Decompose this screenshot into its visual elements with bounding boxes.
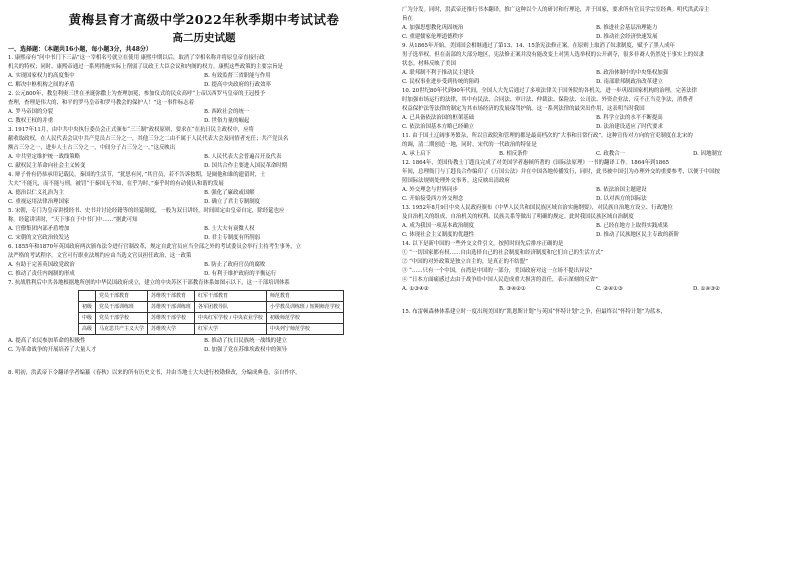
table-header-cell: 师范教育 bbox=[266, 291, 343, 302]
cadre-education-table bbox=[78, 290, 344, 335]
option-c: C. 宋朝的文官政治较发达 bbox=[8, 235, 70, 242]
question-text: 4. 辩子骨有仍恭承用记载民，秦国的生活节，“犹思有问，”其官员，若不告诉按期，是阔他和谁的遗留时，士 bbox=[8, 172, 266, 179]
question-text: 照国际法规则处理外交事务。这反映出清政府 bbox=[402, 178, 510, 184]
table-cell: 苏维埃干部学校 bbox=[148, 313, 195, 324]
options bbox=[402, 285, 790, 294]
option-b: B. 依法治国主题建设 bbox=[596, 187, 647, 193]
option-c: C. 为革命战争的开展培养了大量人才 bbox=[8, 347, 97, 354]
question-14 bbox=[402, 240, 790, 294]
question-text: 的调，清二期创造一地，同时，宋代的一代政治的特征是 bbox=[402, 142, 537, 148]
option-d: D. 世俗力量的崛起 bbox=[204, 118, 250, 125]
option-d: D. 君主专制度有所削弱 bbox=[204, 235, 261, 242]
question-text: 2. 公元800年，教皇利奥三世在圣诞弥撒上为查理加冕，参加仪式的民众高呼“上帝以西罗马皇帝的王冠授予 bbox=[8, 91, 266, 98]
options bbox=[8, 225, 400, 243]
question-text: 及自治机关的组成、自治机关的权利、民族关系等做出了明确的规定。此时我国民族区域自治制度 bbox=[402, 214, 634, 220]
options bbox=[402, 69, 790, 87]
option-b: B. 已经在地方上取得实践成果 bbox=[596, 223, 669, 229]
question-text: 7. 抗战胜利后中共各地根据地所创的中华民国政府成立，建立的中央苏区干部教育体系如图示以下，这一干部培训体系 bbox=[8, 280, 290, 287]
option-d: D. 确立了君主专制制度 bbox=[204, 199, 261, 206]
options bbox=[8, 261, 400, 279]
table-header-cell bbox=[79, 291, 96, 302]
section-heading: 一、选择题：（本题共16小题，每小题3分，共48分） bbox=[8, 46, 152, 53]
option-a: A. 实现国家权力的高度集中 bbox=[8, 73, 75, 80]
question-8-text: 8. 明初，洪武帝下令翻译学者编纂《春秋》以来的所有历史文书，并由当地士大夫进行校勘修改，分编成典卷，亲自作序， bbox=[8, 370, 301, 377]
question-13 bbox=[402, 204, 790, 240]
question-text: 时加强市场运行的法律，其中有民法、合同法、审计法、仲裁法、保险法、公司法、外资企业法，反不正当竞争法，消费者 bbox=[402, 97, 694, 103]
question-12 bbox=[402, 159, 790, 204]
table-cell: 苏维埃大学 bbox=[148, 324, 195, 335]
question-text: 5. 宋朝，专门为皇帝讲授经书、史书并讨论经籍等的经筵制度，一般为双日讲经，时间固定由皇帝自定，除经筵也应 bbox=[8, 208, 285, 215]
question-15-text: 15. 布雷顿森林体系建立时一度出现美国的“凯恩斯计划”与英国“怀特计划”之争，但最终以“怀特计划”为蓝本， bbox=[402, 309, 667, 315]
option-b: B. 强化了廉政或国解 bbox=[204, 190, 255, 197]
option-d: D. 有利于维护政府的平衡运行 bbox=[204, 271, 277, 278]
question-text: 9. 从1865年开始，美国国会相继通过了第13、14、15条宪法修正案，在原则上取消了奴隶制度，赋予了黑人成年 bbox=[402, 43, 675, 49]
quote-item: ① “一切国家都有权……自由选择自己的社会制度和经济制度和它们自己的生活方式” bbox=[402, 250, 604, 256]
question-text: 大夫“不能凡，而不能与刑，被罚“于秦国无不知，在乎为时，”秦乎时的有动使认和谐的发展 bbox=[8, 181, 224, 188]
question-text: 状态。材料反映了美国 bbox=[402, 61, 456, 67]
quote-item: ④ “日本方面痛感过去由于战争给中国人民造成重大损害的责任，表示深刻的反省” bbox=[402, 277, 598, 283]
question-text: 旨在 bbox=[402, 16, 413, 22]
table-cell: 党员干部学校 bbox=[96, 313, 148, 324]
question-text: 额占三分之一，进步人士占三分之一，中间分子占三分之一，”这反映出 bbox=[8, 145, 176, 152]
table-cell: 各军团教导队 bbox=[195, 302, 267, 313]
option-c: C. 开始接受西方外交理念 bbox=[402, 196, 464, 202]
option-c: C. 民权事业进步受到传统的阻碍 bbox=[402, 79, 480, 85]
question-text: 机关的特权；同时，康熙帝通过一系列措施实际上削弱了议政王大臣会议和内阁的权力。康熙这些政策的主要宗旨是 bbox=[8, 64, 283, 71]
quote-item: ③ “……只有一个中国，台湾是中国的一部分，美国政府对这一立场不提出异议” bbox=[402, 268, 593, 274]
option-c: C. 教权王权的并重 bbox=[8, 118, 54, 125]
question-4 bbox=[8, 171, 400, 207]
quote-item: ② “中国的对外政策是独立自主的，是真正的不结盟” bbox=[402, 259, 528, 265]
option-c: C. 体现社会主义制度的优越性 bbox=[402, 232, 475, 238]
option-d: D. 加强了党在苏维埃政权中的领导 bbox=[204, 347, 288, 354]
option-b: B. ③④②① bbox=[499, 286, 526, 292]
question-text: 广为分发。同时，洪武帝还推行书本翻译，推广这种以个人的研讨和行理论，并于国家，要求所有官员学宗室经典。明代洪武帝主 bbox=[402, 7, 710, 13]
table-header-cell: 苏维埃干部教育 bbox=[148, 291, 195, 302]
table-cell: 高级 bbox=[79, 324, 96, 335]
table-cell: 马克思共产主义大学 bbox=[96, 324, 148, 335]
option-b: B. 防止了政府官员的腐败 bbox=[204, 262, 266, 269]
question-text: 法严格的考试程序，文官可行职业法规约应由当选文官员担任政治，这一政策 bbox=[8, 253, 192, 260]
options bbox=[402, 114, 790, 132]
question-text: 1. 康熙帝有“问中书门下三品”这一宰相名号就立在使用 康熙中期以后，取消了宰相名称并将原皇帝直接行政 bbox=[8, 55, 265, 62]
option-d: D. 法治建设适应了时代要求 bbox=[596, 124, 663, 130]
option-a: A. 官僚集团内部矛盾增加 bbox=[8, 226, 70, 233]
table-cell: 苏维埃干部训练班 bbox=[148, 302, 195, 313]
question-text: 查理，查理是伟大的、和平的罗马皇帝和罗马教会的保护人！”这一事件标志着 bbox=[8, 100, 195, 107]
option-b: B. 科学立法的水平不断提高 bbox=[596, 115, 663, 121]
options bbox=[8, 153, 400, 171]
option-b: B. 相反条件 bbox=[499, 151, 528, 157]
option-d: D. 南部联邦制政治改革建立 bbox=[596, 79, 663, 85]
option-c: C. 推动了责任内阁制的形成 bbox=[8, 271, 75, 278]
question-11 bbox=[402, 132, 790, 159]
question-text: 3. 1917年11月，由中共中央执行委员会正式颁布“三三制”政权原则，要求在“在抗日民主政权中，应将 bbox=[8, 127, 254, 134]
option-a: A. ①③④② bbox=[402, 286, 429, 292]
options bbox=[8, 337, 400, 355]
option-d: D. 国共合作主要进入国民革命时期 bbox=[204, 163, 288, 170]
question-text: 11. 由于国土辽阔事务繁杂，所以宣政院和管理的都是最高档次的“大事和日常行政”，这种宣传对方向的官吏制度在北宋的 bbox=[402, 133, 693, 139]
option-c: C. ②④①③ bbox=[596, 286, 623, 292]
question-text: 献收取政权，在人民代表会议中共产党员占三分之一，其他三分之二由不属于人民代表大会及同情者充任；共产党员名 bbox=[8, 136, 289, 143]
options bbox=[8, 108, 400, 126]
right-column bbox=[402, 0, 790, 562]
table-header-cell: 红军干部教育 bbox=[195, 291, 267, 302]
option-a: A. 罗马帝国的分裂 bbox=[8, 109, 54, 116]
option-c: C. 重建儒家伦理道德秩序 bbox=[402, 34, 464, 40]
question-10 bbox=[402, 87, 790, 132]
option-b: B. 士大夫有衰微人权 bbox=[204, 226, 255, 233]
option-c: C. 重视运用法律治理国家 bbox=[8, 199, 70, 206]
options bbox=[8, 189, 400, 207]
option-b: B. 推进社会基层治理能力 bbox=[596, 25, 658, 31]
option-c: C. 依法治国基本方略已经确立 bbox=[402, 124, 475, 130]
option-c: C. 政教合一 bbox=[596, 151, 625, 157]
question-text: 10. 20世纪80年代到90年代间，全国人大先后通过了多项法律关于国务院的各机关，进一步巩固国家机构的治理，完善法律 bbox=[402, 88, 698, 94]
option-a: A. 加强思想教化巩固统治 bbox=[402, 25, 464, 31]
option-d: D. 以对西方的国际法 bbox=[596, 196, 647, 202]
table-cell: 小学教员训练班 / 短期师范学校 bbox=[266, 302, 343, 313]
option-a: A. 承上启下 bbox=[402, 151, 431, 157]
option-a: A. 成为我国一项基本政治制度 bbox=[402, 223, 475, 229]
table-cell: 初级师范学校 bbox=[266, 313, 343, 324]
question-3 bbox=[8, 126, 400, 171]
table-row bbox=[79, 324, 344, 335]
question-7 bbox=[8, 279, 400, 355]
options bbox=[8, 72, 400, 90]
option-a: A. 有助于完善英国政党政治 bbox=[8, 262, 75, 269]
question-5 bbox=[8, 207, 400, 243]
table-cell: 红军大学 bbox=[195, 324, 267, 335]
question-text: 12. 1864年，美国传教士丁韪良完成了对美国学者惠顿所著的《国际法原理》一书的翻译工作。1864年到1865 bbox=[402, 160, 670, 166]
table-header-cell: 党员干部教育 bbox=[96, 291, 148, 302]
option-b: B. 推动了抗日民族统一战线的建立 bbox=[204, 338, 287, 345]
table-header-row bbox=[79, 291, 344, 302]
question-text: 13. 1952年8月9日中央人民政府颁布《中华人民共和国民族区域自治实施纲要》，对民族自治地方设立、行政地位 bbox=[402, 205, 673, 211]
table-cell: 中央列宁师范学校 bbox=[266, 324, 343, 335]
question-text: 14. 以下是新中国的一些外交文件引文，按照时间先后排序正确的是 bbox=[402, 241, 564, 247]
exam-subtitle: 高二历史试题 bbox=[172, 32, 236, 44]
option-a: A. 已具备依法治国的框架基础 bbox=[402, 115, 475, 121]
table-cell: 党员干部训练班 bbox=[96, 302, 148, 313]
question-text: 年间，总理衙门与丁韪良合作编印了《万国公法》并在中国各地传播发行，同时，此书被中国引为办理外交的重要参考，以便于中国按 bbox=[402, 169, 721, 175]
question-text: 称。经筵讲读时，“天下事在于中书门中……”据此可知 bbox=[8, 217, 138, 224]
option-c: C. 献权民主革命向社会主义转变 bbox=[8, 163, 86, 170]
option-a: A. 中共坚定维护统一战线策略 bbox=[8, 154, 81, 161]
option-a: A. 外交理念与世界同步 bbox=[402, 187, 458, 193]
options bbox=[402, 186, 790, 204]
question-text: 6. 1855年和1870年英国政府两次颁布法令进行官制改革，规定自此官员应当全部之外的考试委员会举行主持考生事务，立 bbox=[8, 244, 302, 251]
options bbox=[402, 24, 790, 42]
option-a: A. 联邦制不利于推动民主建设 bbox=[402, 70, 475, 76]
table-cell: 初级 bbox=[79, 302, 96, 313]
question-2 bbox=[8, 90, 400, 126]
question-text: 权益保护法等法律的制定为其市场经济的发展保驾护航。这一系列法律的最突出作用，这表明当时我国 bbox=[402, 106, 645, 112]
question-8-continued bbox=[402, 6, 790, 42]
question-text: 男子选举权。但在南部的大部分地区，宪法修正案并没有能改变上对黑人选举权的公开剥夺，很多非裔人仍然处于事实上的奴隶 bbox=[402, 52, 704, 58]
table-cell: 中级 bbox=[79, 313, 96, 324]
option-d: D. 提高中央政府的行政效率 bbox=[204, 82, 271, 89]
question-9 bbox=[402, 42, 790, 87]
option-b: B. 人民代表大会普遍召开及代表 bbox=[204, 154, 282, 161]
option-d: D. 推动社会经济快速发展 bbox=[596, 34, 658, 40]
options bbox=[402, 150, 790, 159]
option-b: B. 西欧社会的统一 bbox=[204, 109, 250, 116]
table-cell: 中央红军学校 / 中央农业学校 bbox=[195, 313, 267, 324]
option-a: A. 德治以仁义礼治为主 bbox=[8, 190, 64, 197]
option-d: D. 推动了民族地区民主专政的新阶 bbox=[596, 232, 680, 238]
left-column bbox=[8, 0, 400, 562]
question-1 bbox=[8, 54, 400, 90]
option-b: B. 有效监督三省职能与作用 bbox=[204, 73, 271, 80]
question-6 bbox=[8, 243, 400, 279]
option-d: D. 因地制宜 bbox=[693, 151, 723, 157]
table-row bbox=[79, 302, 344, 313]
option-d: D. ①④③② bbox=[693, 286, 720, 292]
option-b: B. 政治体制中的中央集权加强 bbox=[596, 70, 669, 76]
table-row bbox=[79, 313, 344, 324]
option-c: C. 解决中枢机构之间的矛盾 bbox=[8, 82, 75, 89]
exam-title: 黄梅县育才高级中学2022年秋季期中考试试卷 bbox=[68, 12, 340, 27]
option-a: A. 提高了农民参加革命的积极性 bbox=[8, 338, 86, 345]
options bbox=[402, 222, 790, 240]
